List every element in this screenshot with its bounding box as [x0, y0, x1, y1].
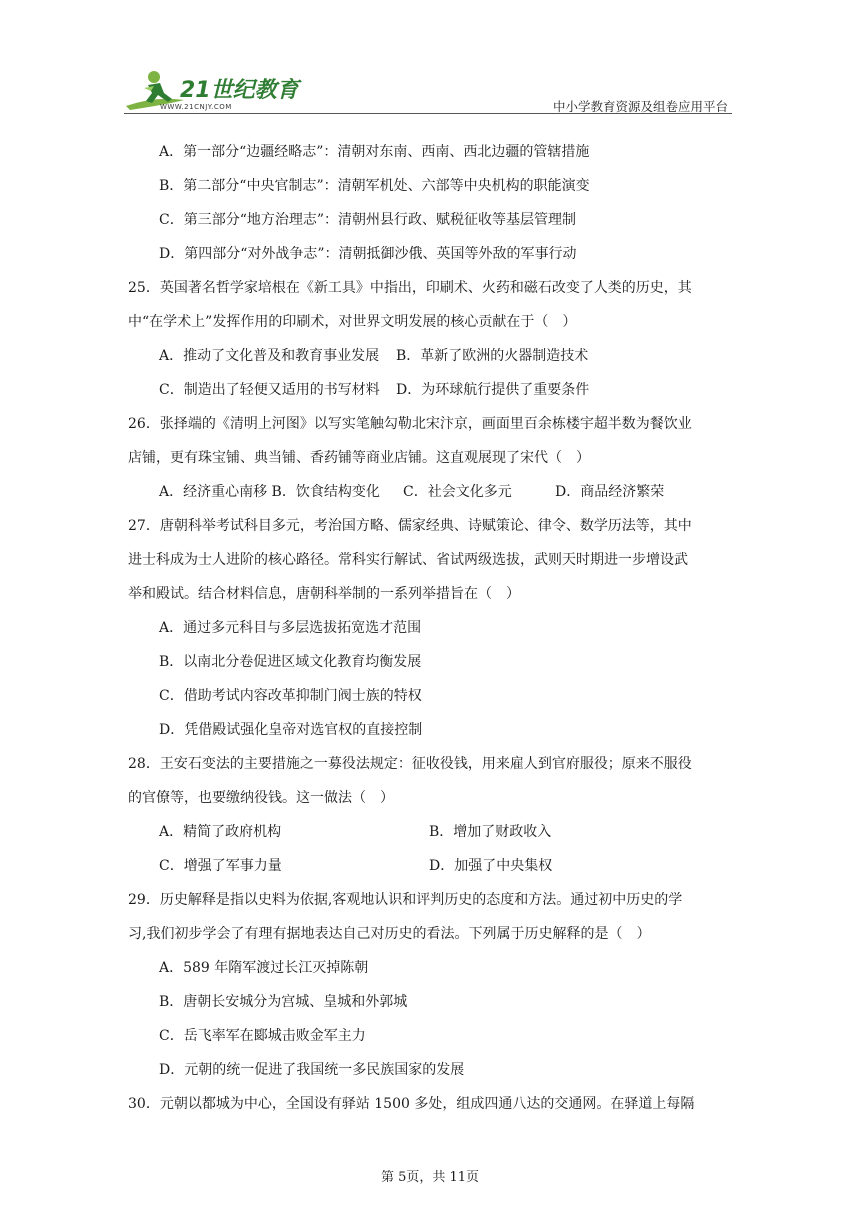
svg-text:21世纪教育: 21世纪教育 [180, 78, 299, 103]
question-line: 30．元朝以都城为中心，全国设有驿站 1500 多处，组成四通八达的交通网。在驿道上每隔 [128, 1096, 695, 1112]
question-line: 进士科成为士人进阶的核心路径。常科实行解试、省试两级选拔，武则天时期进一步增设武 [128, 552, 688, 568]
question-line: 的官僚等，也要缴纳役钱。这一做法（ ） [128, 790, 394, 806]
answer-option: C．岳飞率军在郾城击败金军主力 [159, 1028, 366, 1044]
answer-option: D．为环球航行提供了重要条件 [396, 382, 590, 398]
answer-option: D．加强了中央集权 [429, 858, 553, 874]
answer-option: D．第四部分“对外战争志”：清朝抵御沙俄、英国等外敌的军事行动 [159, 246, 577, 262]
question-line: 27．唐朝科举考试科目多元，考治国方略、儒家经典、诗赋策论、律令、数学历法等，其中 [128, 518, 692, 534]
answer-option-row [128, 818, 732, 852]
answer-option: A．精简了政府机构 [159, 824, 282, 840]
answer-option: A．推动了文化普及和教育事业发展 [159, 348, 380, 364]
answer-option: A．589 年隋军渡过长江灭掉陈朝 [159, 960, 369, 976]
answer-option: B．第二部分“中央官制志”：清朝军机处、六部等中央机构的职能演变 [159, 178, 590, 194]
answer-option: C．社会文化多元 [403, 484, 512, 500]
question-line: 29．历史解释是指以史料为依据,客观地认识和评判历史的态度和方法。通过初中历史的学 [128, 892, 683, 908]
question-line: 举和殿试。结合材料信息，唐朝科举制的一系列举措旨在（ ） [128, 586, 520, 602]
question-line: 中“在学术上”发挥作用的印刷术，对世界文明发展的核心贡献在于（ ） [128, 314, 577, 330]
answer-option: C．第三部分“地方治理志”：清朝州县行政、赋税征收等基层管理制 [159, 212, 577, 228]
logo-url: WWW.21CNJY.COM [160, 103, 232, 111]
question-line: 习,我们初步学会了有理有据地表达自己对历史的看法。下列属于历史解释的是（ ） [128, 926, 651, 942]
answer-option: D．元朝的统一促进了我国统一多民族国家的发展 [159, 1062, 465, 1078]
question-line: 25．英国著名哲学家培根在《新工具》中指出，印刷术、火药和磁石改变了人类的历史，其 [128, 280, 692, 296]
answer-option: A．经济重心南移 B．饮食结构变化 [159, 484, 380, 500]
question-line: 26．张择端的《清明上河图》以写实笔触勾勒北宋汴京，画面里百余栋楼宇超半数为餐饮业 [128, 416, 692, 432]
answer-option: B．以南北分卷促进区域文化教育均衡发展 [159, 654, 422, 670]
answer-option: C．制造出了轻便又适用的书写材料 [159, 382, 380, 398]
question-line: 28．王安石变法的主要措施之一募役法规定：征收役钱，用来雇人到官府服役；原来不服役 [128, 756, 692, 772]
answer-option: A．通过多元科目与多层选拔拓宽选才范围 [159, 620, 422, 636]
header-divider [124, 113, 732, 114]
page-footer: 第 5页，共 11页 [380, 1170, 480, 1185]
answer-option: D．商品经济繁荣 [555, 484, 665, 500]
answer-option: B．增加了财政收入 [429, 824, 552, 840]
answer-option-row [128, 478, 732, 512]
answer-option: D．凭借殿试强化皇帝对选官权的直接控制 [159, 722, 423, 738]
platform-title: 中小学教育资源及组卷应用平台 [552, 99, 728, 114]
answer-option: B．革新了欧洲的火器制造技术 [396, 348, 589, 364]
answer-option: C．借助考试内容改革抑制门阀士族的特权 [159, 688, 422, 704]
question-line: 店铺，更有珠宝铺、典当铺、香药铺等商业店铺。这直观展现了宋代（ ） [128, 450, 590, 466]
answer-option: B．唐朝长安城分为宫城、皇城和外郭城 [159, 994, 408, 1010]
answer-option: C．增强了军事力量 [159, 858, 282, 874]
answer-option-row [128, 852, 732, 886]
answer-option-row [128, 376, 732, 410]
answer-option: A．第一部分“边疆经略志”：清朝对东南、西南、西北边疆的管辖措施 [159, 144, 590, 160]
answer-option-row [128, 342, 732, 376]
question-content [128, 138, 732, 1124]
page-header [124, 66, 732, 114]
